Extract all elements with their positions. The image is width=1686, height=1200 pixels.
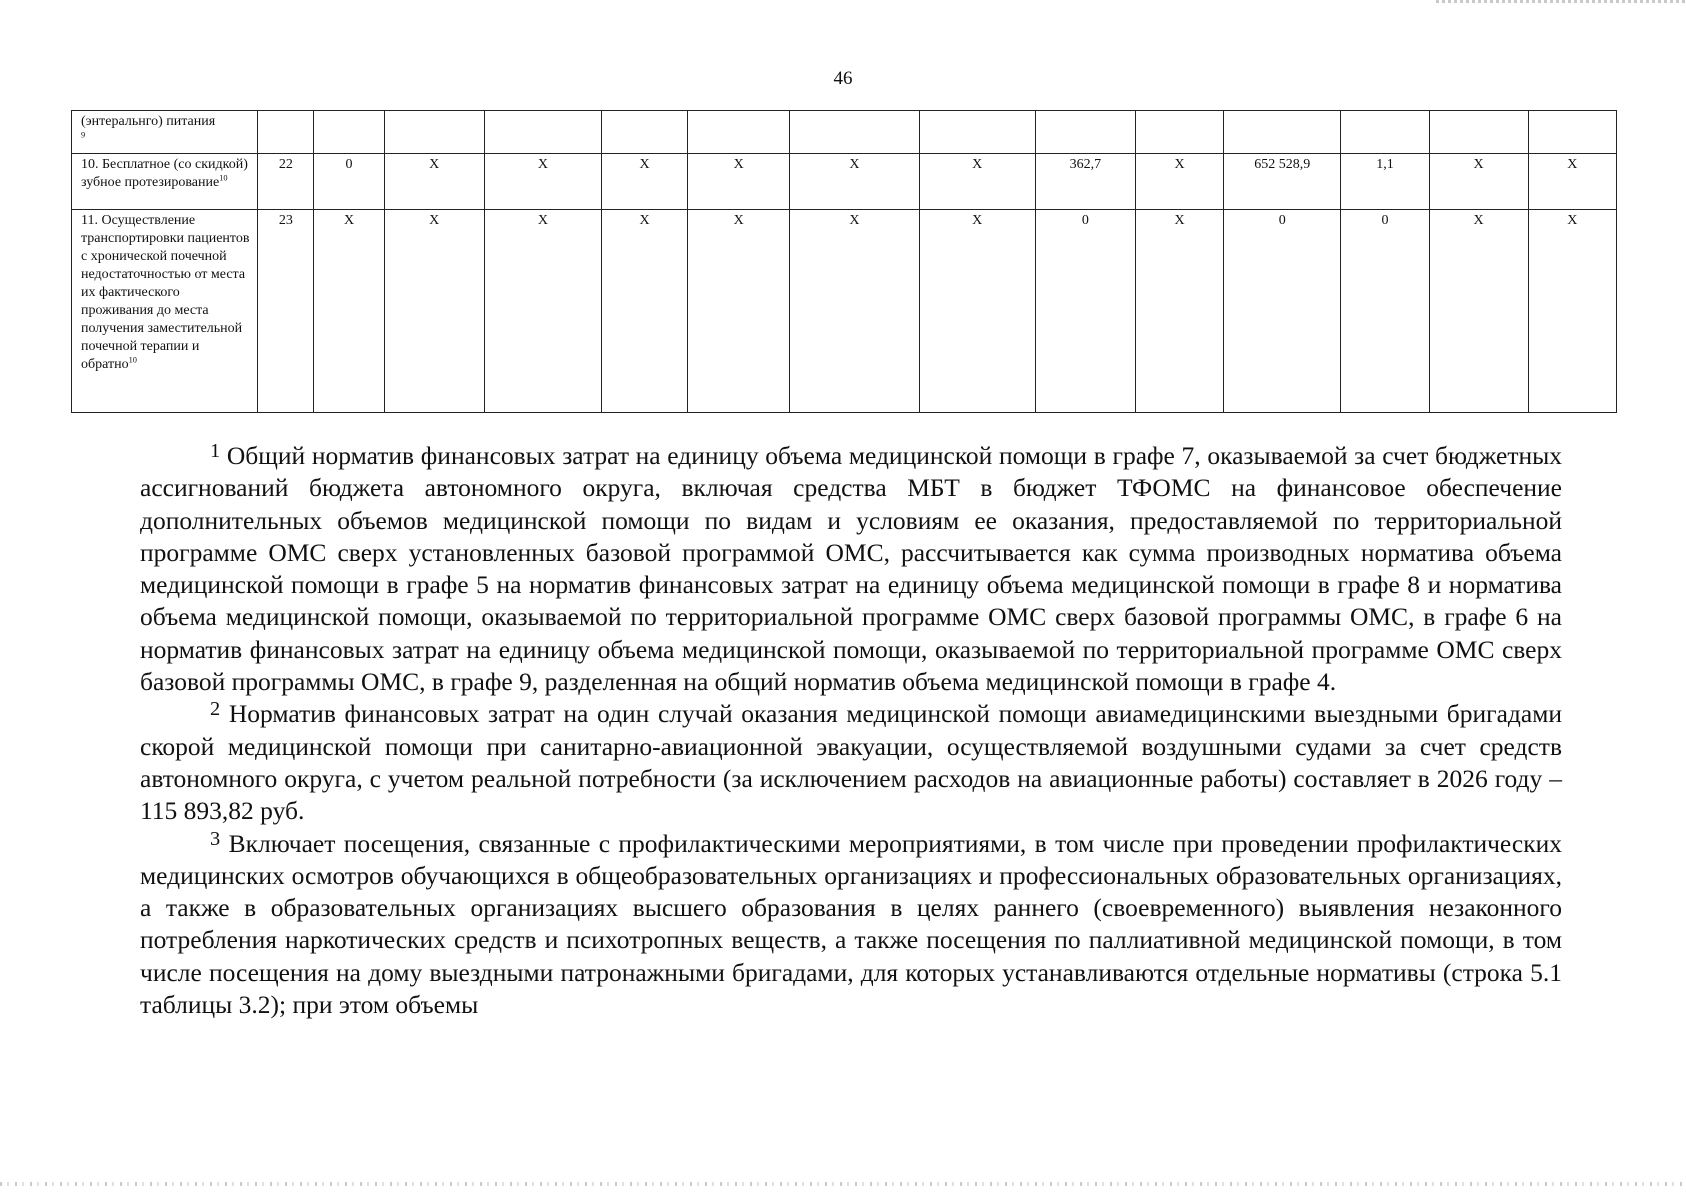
row-label-sup: 10 [219,173,228,183]
footnote-1 [140,440,1562,698]
footnote-text: Включает посещения, связанные с профилактическими мероприятиями, в том числе при проведении профилактических медицинских осмотров обучающихся в общеобразовательных организациях и профессиональных образовательных организациях, а также в образовательных организациях высшего образования в целях раннего (своевременного) выявления незаконного потребления наркотических средств и психотропных веществ, а также посещения по паллиативной медицинской помощи, в том числе посещения на дому выездными патронажными бригадами, для которых устанавливаются отдельные нормативы (строка 5.1 таблицы 3.2); при этом объемы [140,828,1562,1020]
table-cell: Х [384,210,484,413]
table-cell: Х [1528,154,1616,210]
footnote-number: 3 [210,827,221,850]
footnote-text: Общий норматив финансовых затрат на единицу объема медицинской помощи в графе 7, оказываемой за счет бюджетных ассигнований бюджета автономного округа, включая средства МБТ в бюджет ТФОМС на финансовое обеспечение дополнительных объемов медицинской помощи по видам и условиям ее оказания, предоставляемой по территориальной программе ОМС сверх установленных базовой программой ОМС, рассчитывается как сумма производных норматива объема медицинской помощи в графе 5 на норматив финансовых затрат на единицу объема медицинской помощи в графе 8 и норматива объема медицинской помощи, оказываемой по территориальной программе ОМС сверх базовой программы ОМС, в графе 6 на норматив финансовых затрат на единицу объема медицинской помощи, оказываемой по территориальной программе ОМС сверх базовой программы ОМС, в графе 9, разделенная на общий норматив объема медицинской помощи в графе 4. [140,441,1562,697]
table-row [72,154,1617,210]
table-cell: 362,7 [1035,154,1135,210]
table-cell [384,111,484,154]
table-cell [790,111,919,154]
footnote-number: 1 [210,439,221,462]
table-row [72,111,1617,154]
table-cell: 0 [314,154,384,210]
scan-artifact-bottom [0,1182,1686,1186]
row-label-sup: 9 [81,130,86,140]
table-cell: Х [688,210,790,413]
table-cell [258,111,314,154]
footnote-2 [140,698,1562,827]
table-cell: Х [919,154,1035,210]
table-cell: 23 [258,210,314,413]
row-label: 10. Бесплатное (со скидкой) зубное протезирование [81,157,248,190]
table-cell: Х [484,210,601,413]
table-cell [919,111,1035,154]
table-cell: Х [1135,210,1223,413]
table-cell: Х [1135,154,1223,210]
table-cell [1528,111,1616,154]
table-cell [1341,111,1429,154]
table-cell: 1,1 [1341,154,1429,210]
table-cell [1224,111,1341,154]
row-label-cell [72,154,258,210]
table-cell: Х [790,210,919,413]
scan-artifact-top [1436,0,1686,3]
table-cell: 0 [1341,210,1429,413]
data-table [71,110,1617,413]
table-cell: 22 [258,154,314,210]
table-cell [688,111,790,154]
table-cell: Х [1429,154,1528,210]
table-cell: Х [688,154,790,210]
footnotes-block [140,440,1562,1021]
table-cell: Х [601,210,687,413]
table-cell [314,111,384,154]
table-cell [601,111,687,154]
table-cell: Х [1528,210,1616,413]
table-cell: Х [790,154,919,210]
row-label: (энтеральнго) питания [81,114,216,129]
table-cell: 0 [1035,210,1135,413]
table-cell: 0 [1224,210,1341,413]
row-label-cell [72,111,258,154]
table-cell [1035,111,1135,154]
table-cell: Х [601,154,687,210]
table-cell: Х [384,154,484,210]
footnote-3 [140,828,1562,1022]
footnote-number: 2 [210,698,221,721]
footnote-text: Норматив финансовых затрат на один случай оказания медицинской помощи авиамедицинскими выездными бригадами скорой медицинской помощи при санитарно-авиационной эвакуации, осуществляемой воздушными судами за счет средств автономного округа, с учетом реальной потребности (за исключением расходов на авиационные работы) составляет в 2026 году – 115 893,82 руб. [140,699,1563,826]
table-row [72,210,1617,413]
row-label: 11. Осуществление транспортировки пациентов с хронической почечной недостаточностью от места их фактического проживания до места получения заместительной почечной терапии и обратно [81,213,250,372]
table-cell [1429,111,1528,154]
table-cell: Х [1429,210,1528,413]
table-cell: Х [314,210,384,413]
table-cell [1135,111,1223,154]
table-cell: 652 528,9 [1224,154,1341,210]
table-cell: Х [484,154,601,210]
row-label-sup: 10 [128,355,137,365]
table-cell: Х [919,210,1035,413]
row-label-cell [72,210,258,413]
page-number: 46 [833,68,853,89]
table-cell [484,111,601,154]
